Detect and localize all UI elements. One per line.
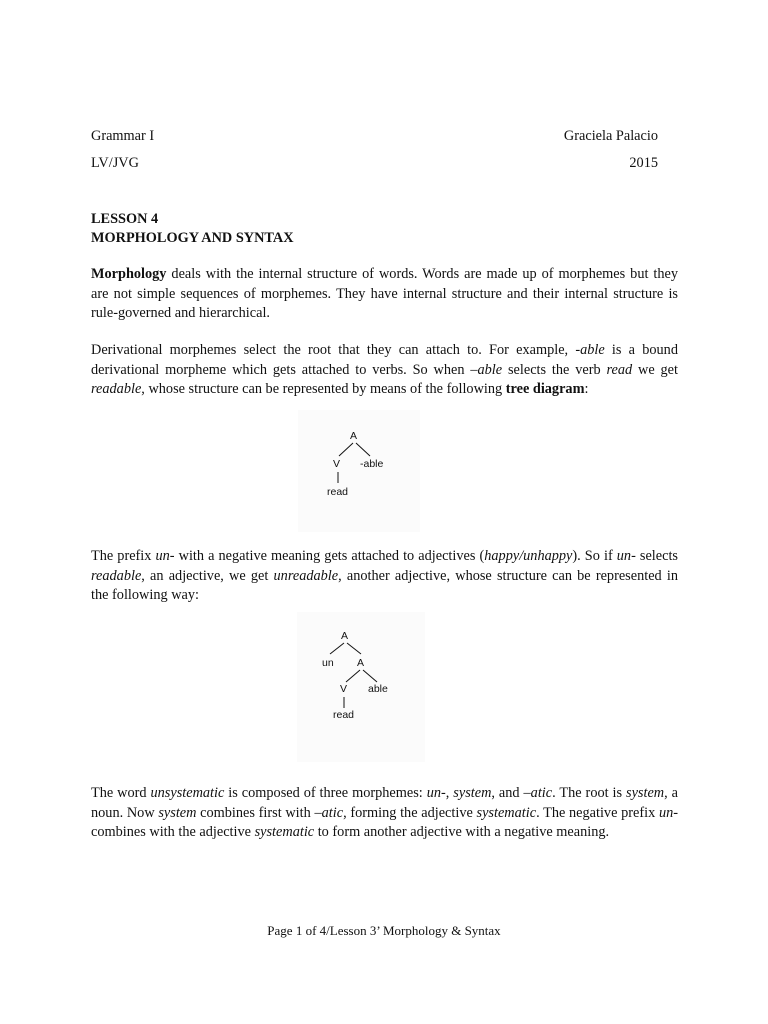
paragraph-derivational-morphemes: Derivational morphemes select the root that they can attach to. For example, -able is a bound derivational morpheme which gets attached to verbs. So when –able selects the verb read we get readable, whose structure can be represented by means of the following tree diagram:: [91, 342, 678, 398]
paragraph-prefix-un: The prefix un- with a negative meaning gets attached to adjectives (happy/unhappy). So if un- selects readable, an adjective, we get unreadable, another adjective, whose structure can be represented in the following way:: [91, 548, 678, 604]
page-footer: Page 1 of 4/Lesson 3’ Morphology & Syntax: [267, 923, 501, 938]
lesson-title: MORPHOLOGY AND SYNTAX: [91, 230, 294, 246]
tree-node-leaf: read: [327, 486, 349, 498]
paragraph-morphology-definition: Morphology deals with the internal structure of words. Words are made up of morphemes but they are not simple sequences of morphemes. They have internal structure and their internal structure is rule-governed and hierarchical.: [91, 266, 678, 322]
tree-node-prefix: un: [322, 657, 334, 669]
tree-node-adjective: A: [357, 657, 365, 669]
tree-node-root: A: [350, 430, 358, 442]
course-code: LV/JVG: [91, 155, 139, 171]
author-name: Graciela Palacio: [563, 128, 658, 144]
year: 2015: [629, 155, 658, 171]
tree-diagram-unreadable: [297, 612, 425, 762]
course-title: Grammar I: [91, 128, 155, 144]
tree-node-root: A: [341, 630, 349, 642]
tree-node-suffix: -able: [360, 458, 384, 470]
tree-node-suffix: able: [368, 683, 388, 695]
tree-node-verb: V: [340, 683, 348, 695]
tree-node-leaf: read: [333, 709, 355, 721]
lesson-number: LESSON 4: [91, 211, 159, 227]
tree-node-verb: V: [333, 458, 341, 470]
paragraph-unsystematic: The word unsystematic is composed of three morphemes: un-, system, and –atic. The root is system, a noun. Now system combines first with –atic, forming the adjective systematic. The negative prefix un- combines with the adjective systematic to form another adjective with a negative meaning.: [91, 785, 679, 841]
tree-diagram-readable: [298, 410, 420, 532]
